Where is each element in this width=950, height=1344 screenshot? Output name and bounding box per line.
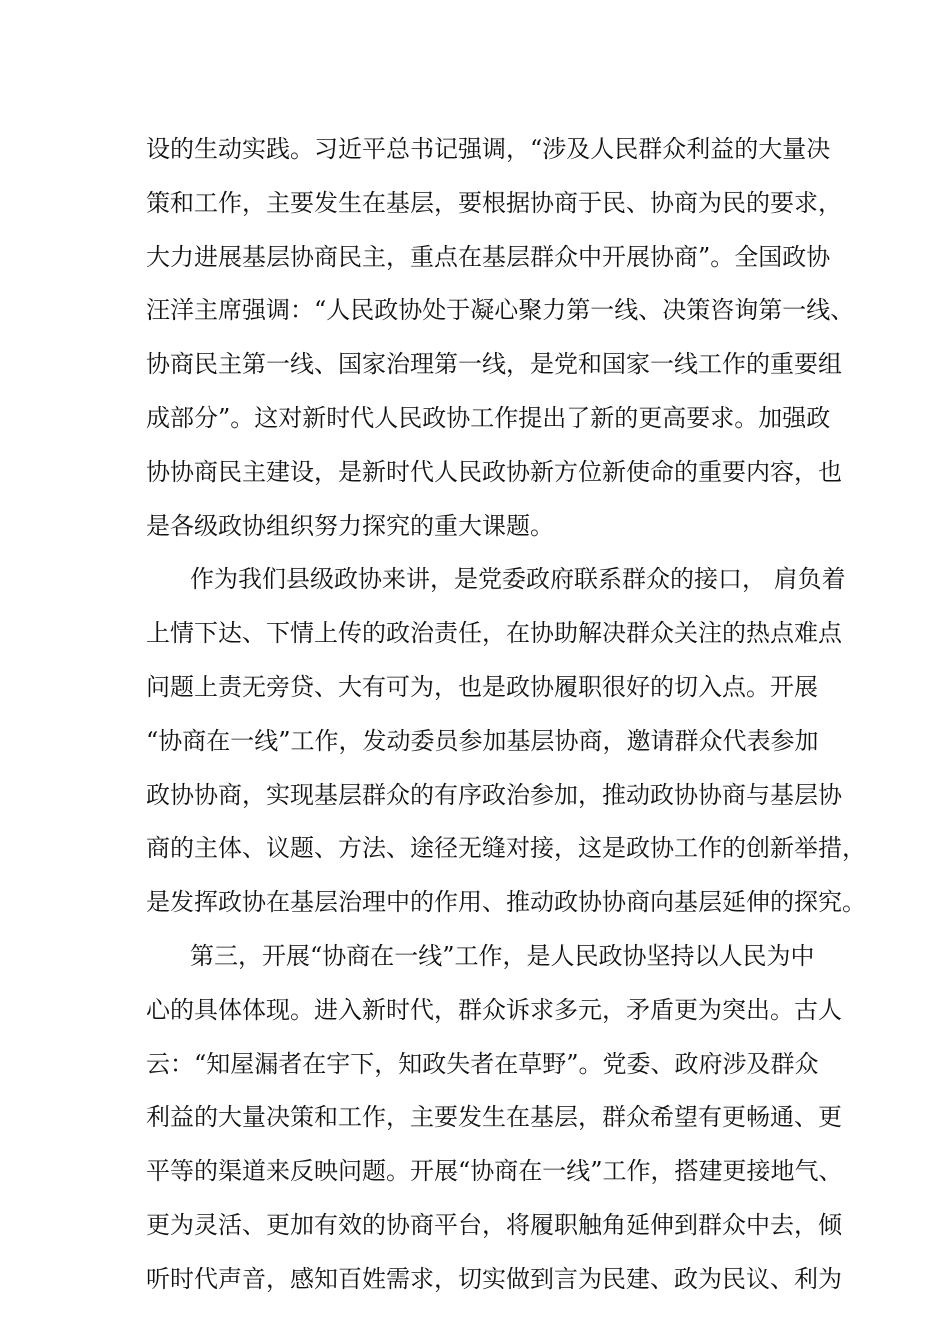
text-line: 听时代声音，感知百姓需求，切实做到言为民建、政为民议、利为 — [146, 1264, 842, 1293]
text-line: 利益的大量决策和工作，主要发生在基层，群众希望有更畅通、更 — [146, 1103, 842, 1132]
text-line: 第三，开展“协商在一线”工作，是人民政协坚持以人民为中 — [190, 941, 815, 970]
text-line: 成部分”。这对新时代人民政协工作提出了新的更高要求。加强政 — [146, 403, 831, 432]
text-line: 问题上责无旁贷、大有可为，也是政协履职很好的切入点。开展 — [146, 672, 818, 701]
text-line: 是各级政协组织努力探究的重大课题。 — [146, 511, 554, 540]
paragraph-2 — [146, 553, 866, 930]
text-line: 心的具体体现。进入新时代，群众诉求多元，矛盾更为突出。古人 — [146, 995, 842, 1024]
text-line: 协商民主第一线、国家治理第一线，是党和国家一线工作的重要组 — [146, 350, 842, 379]
text-line: 商的主体、议题、方法、途径无缝对接，这是政协工作的创新举措， — [146, 834, 866, 863]
text-line: 更为灵活、更加有效的协商平台，将履职触角延伸到群众中去，倾 — [146, 1210, 842, 1239]
text-line: 设的生动实践。习近平总书记强调，“涉及人民群众利益的大量决 — [146, 135, 831, 163]
text-line: 汪洋主席强调：“人民政协处于凝心聚力第一线、决策咨询第一线、 — [146, 296, 855, 325]
paragraph-1 — [146, 123, 855, 553]
text-line: 上情下达、下情上传的政治责任，在协助解决群众关注的热点难点 — [146, 619, 842, 648]
body-text — [146, 123, 866, 1307]
paragraph-3 — [146, 930, 843, 1307]
text-line: 政协协商，实现基层群众的有序政治参加，推动政协协商与基层协 — [146, 780, 842, 809]
text-line: 协协商民主建设，是新时代人民政协新方位新使命的重要内容，也 — [146, 457, 842, 486]
text-line: 作为我们县级政协来讲，是党委政府联系群众的接口， 肩负着 — [190, 565, 846, 594]
text-line: 是发挥政协在基层治理中的作用、推动政协协商向基层延伸的探究。 — [146, 888, 866, 917]
text-line: 策和工作，主要发生在基层，要根据协商于民、协商为民的要求， — [146, 188, 842, 217]
text-line: 平等的渠道来反映问题。开展“协商在一线”工作，搭建更接地气、 — [146, 1157, 843, 1186]
text-line: “协商在一线”工作，发动委员参加基层协商，邀请群众代表参加 — [146, 726, 819, 755]
text-line: 大力进展基层协商民主，重点在基层群众中开展协商”。全国政协 — [146, 242, 831, 271]
text-line: 云：“知屋漏者在宇下，知政失者在草野”。党委、政府涉及群众 — [146, 1049, 819, 1078]
